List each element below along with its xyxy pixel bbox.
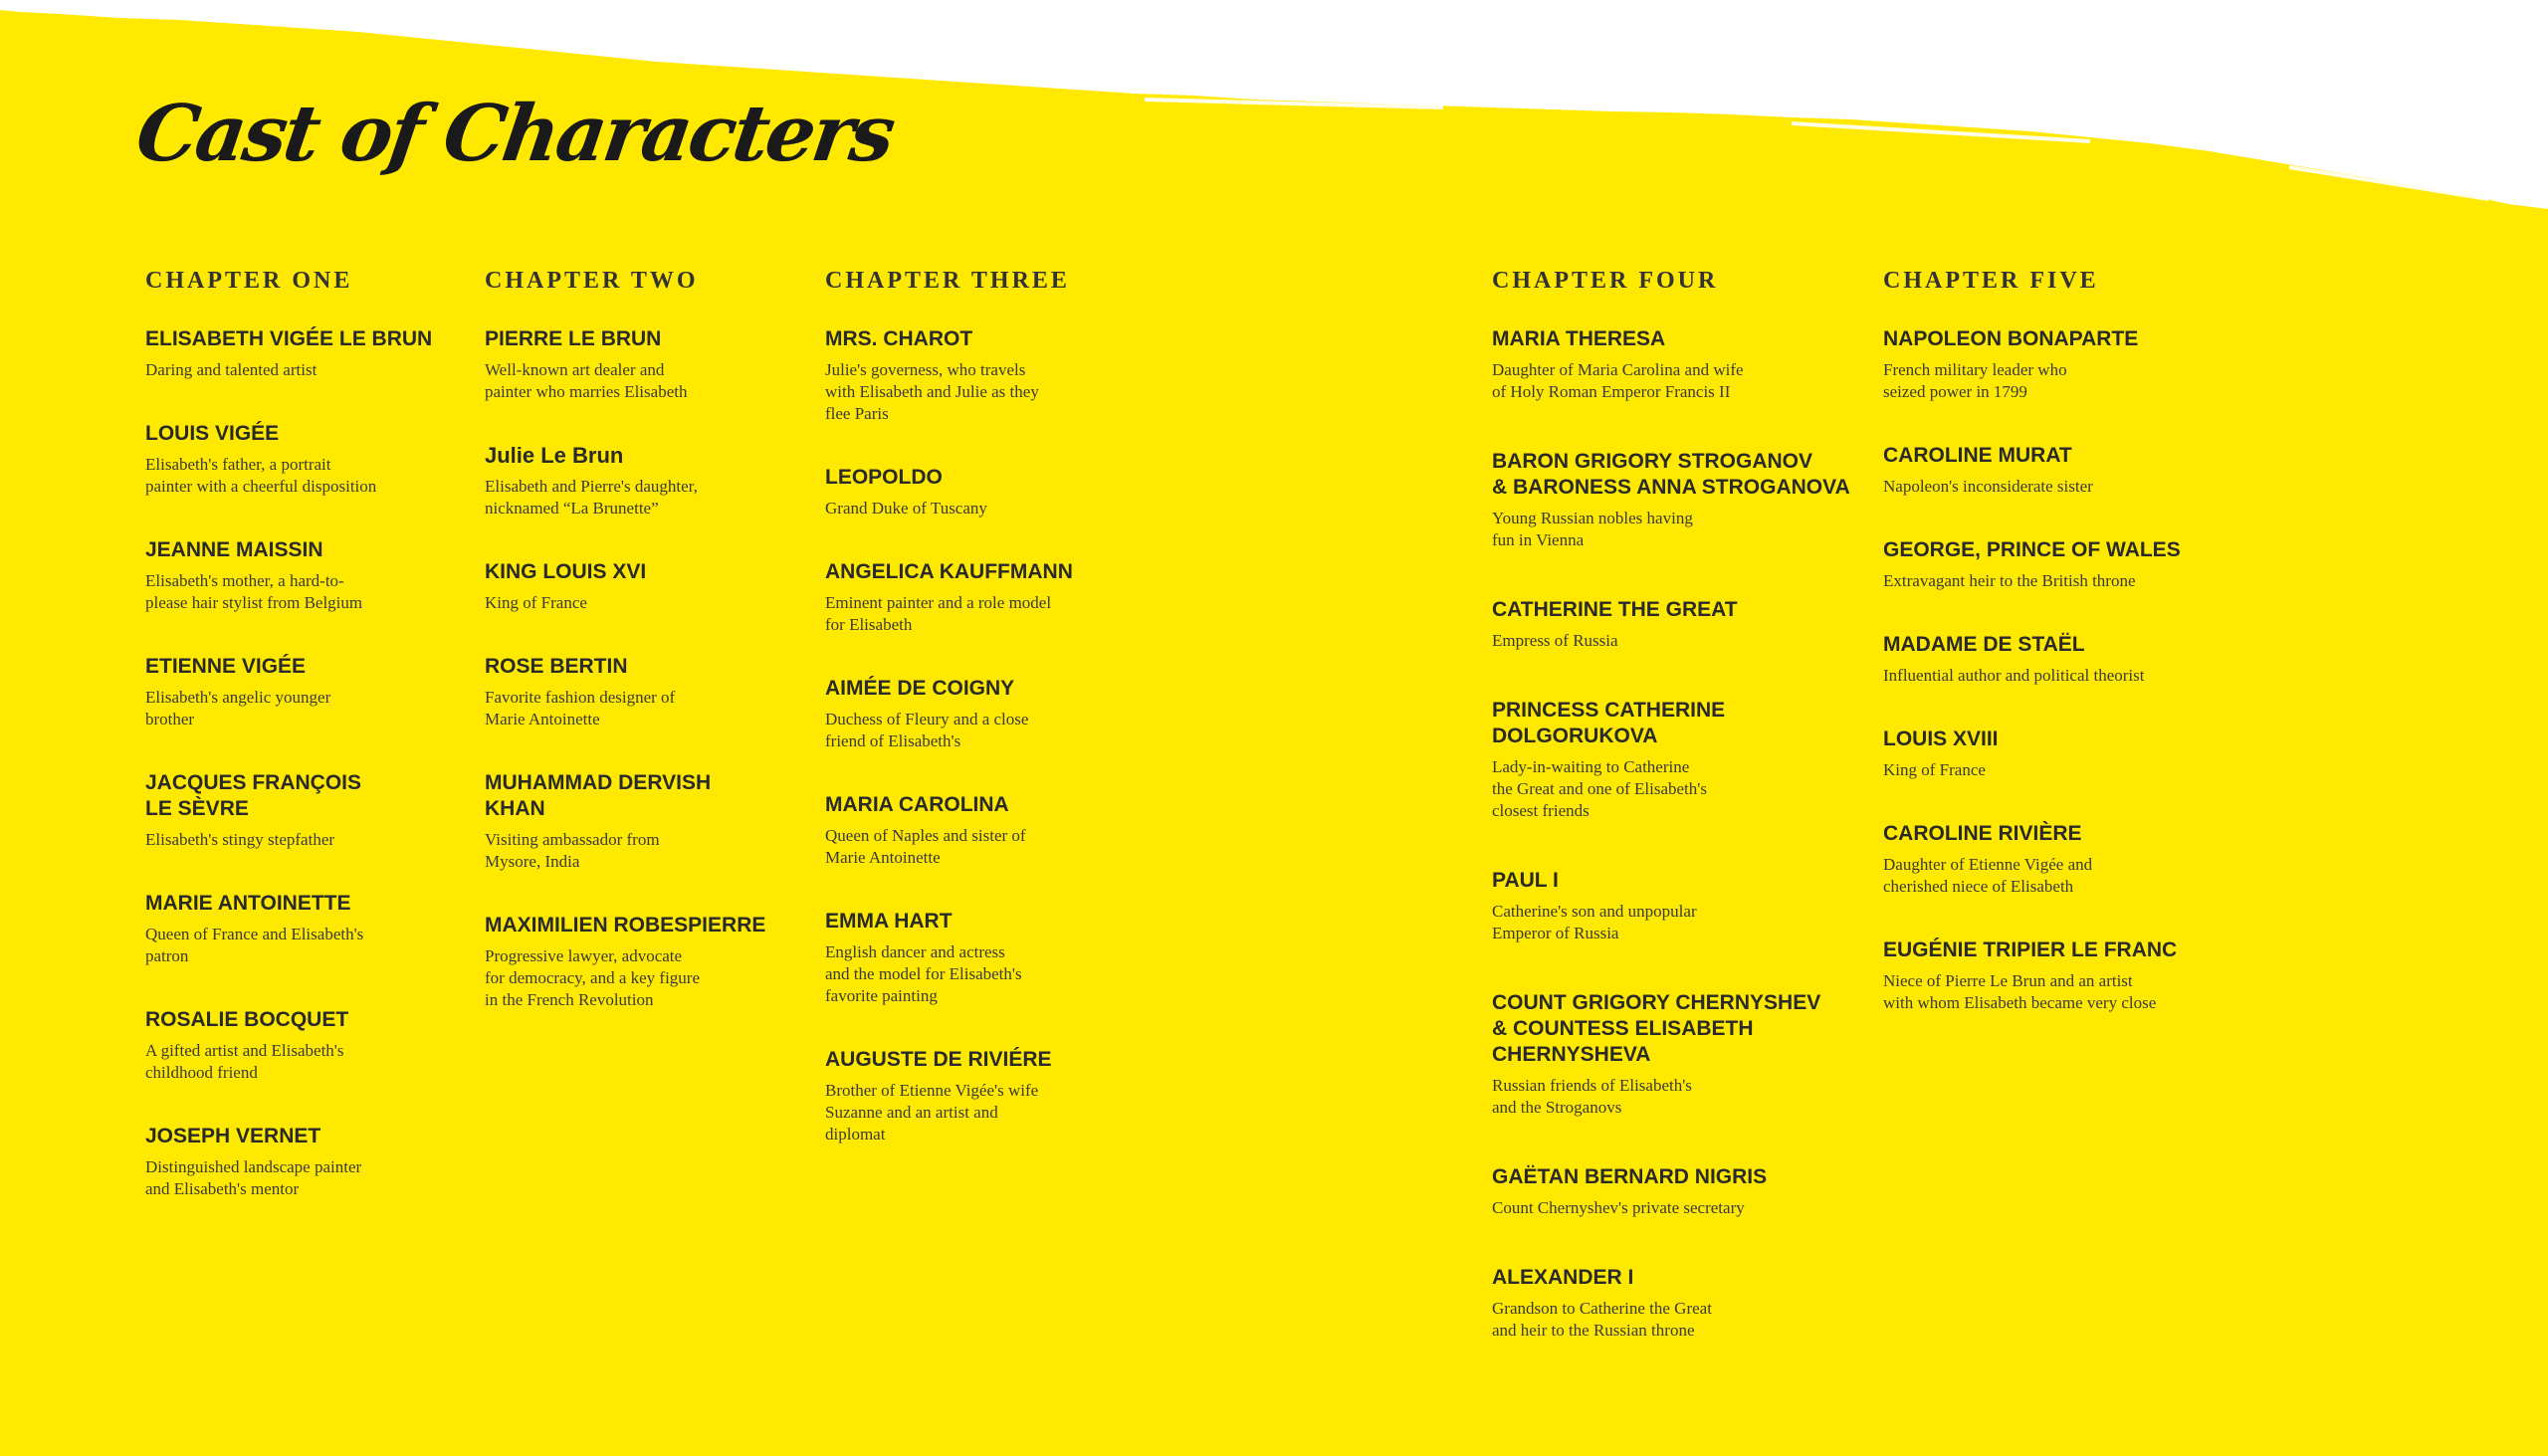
character-entry — [145, 421, 444, 498]
character-entry — [485, 326, 783, 403]
character-name: CATHERINE THE GREAT — [1492, 598, 1738, 621]
character-name: MARIA CAROLINA — [825, 793, 1009, 816]
character-entry — [1883, 632, 2281, 687]
character-name: MARIE ANTOINETTE — [145, 892, 351, 915]
page-title: Cast of Characters — [130, 89, 899, 179]
character-name: MRS. CHAROT — [825, 327, 973, 350]
character-description: Young Russian nobles having fun in Vienna — [1492, 509, 1693, 549]
character-description: Progressive lawyer, advocate for democracy, and a key figure in the French Revolution — [485, 946, 701, 1009]
chapter-heading: CHAPTER ONE — [145, 268, 353, 294]
character-description: King of France — [1883, 760, 1986, 779]
character-description: Count Chernyshev's private secretary — [1492, 1198, 1745, 1217]
character-name: PAUL I — [1492, 869, 1559, 892]
chapter-four-column — [1492, 269, 1860, 1342]
character-name: JOSEPH VERNET — [145, 1125, 321, 1147]
character-description: Elisabeth's stingy stepfather — [145, 830, 335, 849]
character-entry — [1883, 537, 2281, 592]
chapter-heading: CHAPTER THREE — [825, 268, 1070, 294]
character-entry — [825, 465, 1144, 520]
character-description: Elisabeth and Pierre's daughter, nicknamed “La Brunette” — [485, 477, 698, 518]
character-name: ALEXANDER I — [1492, 1266, 1634, 1289]
character-description: Well-known art dealer and painter who marries Elisabeth — [485, 360, 688, 401]
character-name: CAROLINE RIVIÈRE — [1883, 822, 2082, 845]
character-name: ETIENNE VIGÉE — [145, 655, 307, 678]
character-name: ELISABETH VIGÉE LE BRUN — [145, 327, 433, 350]
character-entry — [1492, 1164, 1860, 1219]
character-entry — [825, 676, 1144, 752]
character-description: English dancer and actress and the model for Elisabeth's favorite painting — [825, 942, 1022, 1005]
character-name: LOUIS XVIII — [1883, 728, 1999, 750]
character-description: Daughter of Etienne Vigée and cherished niece of Elisabeth — [1883, 855, 2093, 896]
character-description: Daughter of Maria Carolina and wife of Holy Roman Emperor Francis II — [1492, 360, 1744, 401]
character-entry — [1492, 449, 1860, 551]
character-description: A gifted artist and Elisabeth's childhood friend — [145, 1041, 344, 1082]
character-entry — [485, 443, 783, 520]
character-name: MARIA THERESA — [1492, 327, 1666, 350]
character-name: ROSE BERTIN — [485, 655, 628, 678]
character-name: MADAME DE STAËL — [1883, 633, 2085, 656]
character-description: Influential author and political theorist — [1883, 666, 2145, 685]
character-description: Napoleon's inconsiderate sister — [1883, 477, 2093, 496]
character-description: Empress of Russia — [1492, 631, 1618, 650]
character-name: BARON GRIGORY STROGANOV & BARONESS ANNA STROGANOVA — [1492, 450, 1850, 499]
character-name: CAROLINE MURAT — [1883, 444, 2072, 467]
character-entry — [145, 1124, 444, 1200]
character-entry — [825, 909, 1144, 1007]
character-description: King of France — [485, 593, 587, 612]
character-name: COUNT GRIGORY CHERNYSHEV & COUNTESS ELISABETH CHERNYSHEVA — [1492, 991, 1821, 1066]
character-entry — [145, 326, 444, 381]
character-description: Extravagant heir to the British throne — [1883, 571, 2136, 590]
character-description: French military leader who seized power in 1799 — [1883, 360, 2067, 401]
character-name: LOUIS VIGÉE — [145, 422, 280, 445]
character-entry — [1883, 443, 2281, 498]
character-description: Brother of Etienne Vigée's wife Suzanne and an artist and diplomat — [825, 1081, 1039, 1144]
character-description: Catherine's son and unpopular Emperor of Russia — [1492, 902, 1697, 942]
character-description: Daring and talented artist — [145, 360, 318, 379]
character-description: Lady-in-waiting to Catherine the Great and one of Elisabeth's closest friends — [1492, 757, 1707, 820]
chapter-two-column — [485, 269, 783, 1011]
character-name: ROSALIE BOCQUET — [145, 1008, 349, 1031]
character-description: Queen of France and Elisabeth's patron — [145, 925, 364, 965]
character-entry — [1883, 937, 2281, 1014]
character-entry — [825, 792, 1144, 869]
character-name: GAËTAN BERNARD NIGRIS — [1492, 1165, 1768, 1188]
chapter-heading: CHAPTER FOUR — [1492, 268, 1719, 294]
character-description: Duchess of Fleury and a close friend of Elisabeth's — [825, 710, 1029, 750]
character-name: PRINCESS CATHERINE DOLGORUKOVA — [1492, 699, 1726, 747]
character-entry — [1492, 326, 1860, 403]
character-entry — [1492, 597, 1860, 652]
character-name: JEANNE MAISSIN — [145, 538, 323, 561]
character-description: Visiting ambassador from Mysore, India — [485, 830, 660, 871]
character-name: MAXIMILIEN ROBESPIERRE — [485, 914, 766, 936]
character-entry — [1883, 727, 2281, 781]
character-name: EUGÉNIE TRIPIER LE FRANC — [1883, 938, 2178, 961]
character-name: AIMÉE DE COIGNY — [825, 677, 1015, 700]
character-entry — [145, 537, 444, 614]
character-entry — [1883, 326, 2281, 403]
character-entry — [1883, 821, 2281, 898]
character-description: Russian friends of Elisabeth's and the Stroganovs — [1492, 1076, 1692, 1117]
chapter-heading: CHAPTER TWO — [485, 268, 699, 294]
character-description: Grand Duke of Tuscany — [825, 499, 987, 518]
character-entry — [145, 770, 444, 851]
character-entry — [825, 326, 1144, 425]
character-entry — [825, 1047, 1144, 1145]
character-entry — [145, 891, 444, 967]
character-name: Julie Le Brun — [485, 443, 624, 468]
character-description: Favorite fashion designer of Marie Antoinette — [485, 688, 676, 728]
character-description: Elisabeth's angelic younger brother — [145, 688, 331, 728]
character-name: NAPOLEON BONAPARTE — [1883, 327, 2139, 350]
character-description: Queen of Naples and sister of Marie Antoinette — [825, 826, 1026, 867]
character-entry — [145, 1007, 444, 1084]
character-entry — [485, 913, 783, 1011]
character-entry — [1492, 698, 1860, 822]
character-entry — [145, 654, 444, 730]
character-description: Julie's governess, who travels with Elisabeth and Julie as they flee Paris — [825, 360, 1039, 423]
character-name: MUHAMMAD DERVISH KHAN — [485, 771, 712, 820]
character-entry — [485, 654, 783, 730]
character-description: Elisabeth's father, a portrait painter with a cheerful disposition — [145, 455, 377, 496]
character-entry — [1492, 868, 1860, 944]
character-name: GEORGE, PRINCE OF WALES — [1883, 538, 2181, 561]
character-name: PIERRE LE BRUN — [485, 327, 662, 350]
character-entry — [485, 559, 783, 614]
chapter-one-column — [145, 269, 444, 1200]
character-entry — [1492, 1265, 1860, 1342]
character-name: JACQUES FRANÇOIS LE SÈVRE — [145, 771, 362, 820]
character-name: AUGUSTE DE RIVIÉRE — [825, 1048, 1052, 1071]
character-entry — [485, 770, 783, 873]
character-description: Eminent painter and a role model for Elisabeth — [825, 593, 1052, 634]
character-name: ANGELICA KAUFFMANN — [825, 560, 1073, 583]
character-description: Elisabeth's mother, a hard-to- please hair stylist from Belgium — [145, 571, 363, 612]
chapter-three-column — [825, 269, 1144, 1145]
character-description: Niece of Pierre Le Brun and an artist with whom Elisabeth became very close — [1883, 971, 2157, 1012]
character-description: Distinguished landscape painter and Elisabeth's mentor — [145, 1157, 362, 1198]
chapter-heading: CHAPTER FIVE — [1883, 268, 2099, 294]
character-description: Grandson to Catherine the Great and heir to the Russian throne — [1492, 1299, 1712, 1340]
character-entry — [1492, 990, 1860, 1119]
character-name: LEOPOLDO — [825, 466, 943, 489]
character-name: EMMA HART — [825, 910, 953, 933]
character-entry — [825, 559, 1144, 636]
chapter-five-column — [1883, 269, 2281, 1014]
character-name: KING LOUIS XVI — [485, 560, 647, 583]
